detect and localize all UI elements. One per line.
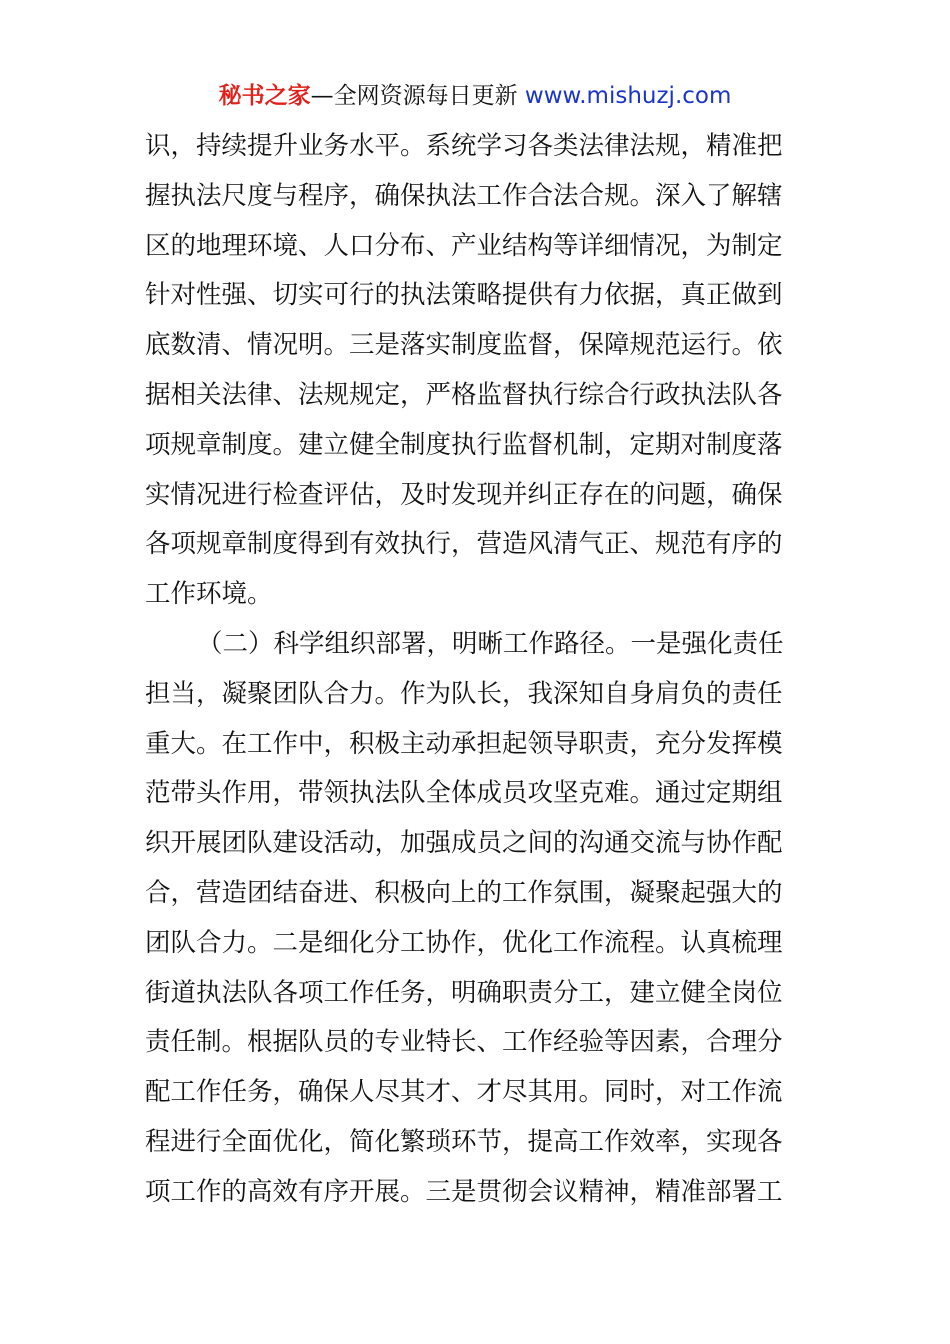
site-url-link[interactable]: www.mishuzj.com — [524, 83, 732, 109]
text-line: 范带头作用，带领执法队全体成员攻坚克难。通过定期组 — [145, 778, 783, 809]
text-line: 程进行全面优化，简化繁琐环节，提高工作效率，实现各 — [145, 1126, 783, 1157]
text-line: 项工作的高效有序开展。三是贯彻会议精神，精准部署工 — [145, 1176, 783, 1207]
text-line: 针对性强、切实可行的执法策略提供有力依据，真正做到 — [145, 280, 783, 311]
text-line: 工作环境。 — [145, 579, 273, 610]
document-body — [145, 122, 805, 1218]
text-line: 底数清、情况明。三是落实制度监督，保障规范运行。依 — [145, 330, 783, 361]
text-line: 项规章制度。建立健全制度执行监督机制，定期对制度落 — [145, 429, 783, 460]
text-line: 责任制。根据队员的专业特长、工作经验等因素，合理分 — [145, 1027, 783, 1058]
header-tagline: —全网资源每日更新 — [310, 83, 525, 109]
text-line: 重大。在工作中，积极主动承担起领导职责，充分发挥模 — [145, 728, 783, 759]
text-line: 担当，凝聚团队合力。作为队长，我深知自身肩负的责任 — [145, 678, 783, 709]
text-line: 识，持续提升业务水平。系统学习各类法律法规，精准把 — [145, 131, 783, 161]
text-line: 街道执法队各项工作任务，明确职责分工，建立健全岗位 — [145, 977, 783, 1008]
paragraph-start-line: （二）科学组织部署，明晰工作路径。一是强化责任 — [197, 628, 784, 659]
text-line: 织开展团队建设活动，加强成员之间的沟通交流与协作配 — [145, 828, 783, 859]
text-line: 配工作任务，确保人尽其才、才尽其用。同时，对工作流 — [145, 1077, 783, 1108]
brand-name: 秘书之家 — [218, 83, 311, 109]
site-header — [0, 80, 950, 112]
text-line: 握执法尺度与程序，确保执法工作合法合规。深入了解辖 — [145, 180, 783, 211]
text-line: 据相关法律、法规规定，严格监督执行综合行政执法队各 — [145, 379, 783, 410]
text-line: 区的地理环境、人口分布、产业结构等详细情况，为制定 — [145, 230, 783, 261]
text-line: 实情况进行检查评估，及时发现并纠正存在的问题，确保 — [145, 479, 783, 510]
text-line: 各项规章制度得到有效执行，营造风清气正、规范有序的 — [145, 529, 783, 560]
text-line: 合，营造团结奋进、积极向上的工作氛围，凝聚起强大的 — [145, 877, 783, 908]
text-line: 团队合力。二是细化分工协作，优化工作流程。认真梳理 — [145, 927, 783, 958]
